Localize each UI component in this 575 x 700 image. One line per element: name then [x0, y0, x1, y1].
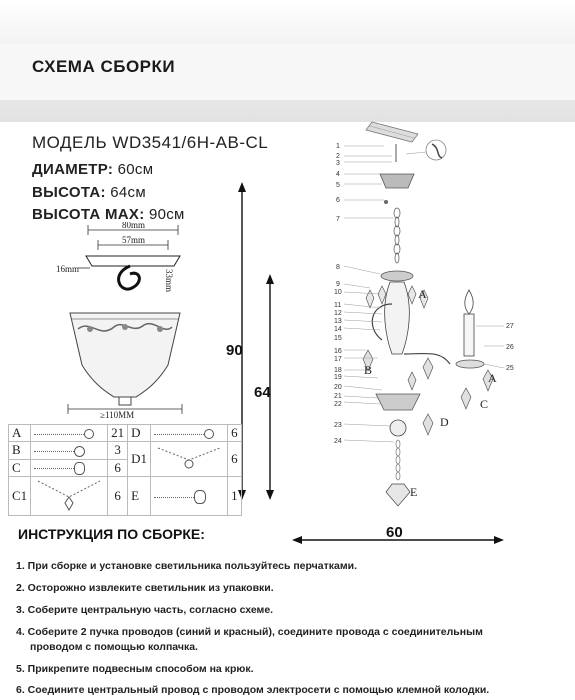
page-title: СХЕМА СБОРКИ: [32, 57, 176, 76]
spec-height-max-value: 90см: [148, 206, 185, 223]
spec-diameter-value: 60см: [117, 161, 154, 178]
instruction-step-continued: проводом с помощью колпачка.: [30, 641, 198, 653]
instructions-title: ИНСТРУКЦИЯ ПО СБОРКЕ:: [18, 526, 205, 542]
part-number-4: 4: [336, 171, 340, 178]
part-number-18: 18: [334, 367, 342, 374]
part-number-2: 2: [336, 153, 340, 160]
part-number-13: 13: [334, 318, 342, 325]
spec-height: [32, 184, 146, 201]
part-number-3: 3: [336, 160, 340, 167]
part-number-14: 14: [334, 326, 342, 333]
width-outer-label: 80mm: [122, 222, 146, 230]
hook-height-label: 33mm: [164, 269, 174, 293]
letter-c: C: [480, 397, 489, 411]
part-number-19: 19: [334, 374, 342, 381]
spec-height-max-label: ВЫСОТА MAX:: [32, 206, 145, 223]
part-quantity: 6: [228, 442, 242, 477]
model-name: МОДЕЛЬ WD3541/6H-AB-CL: [32, 133, 269, 152]
part-number-10: 10: [334, 289, 342, 296]
spec-diameter: [32, 161, 153, 178]
spec-diameter-label: ДИАМЕТР:: [32, 161, 114, 178]
part-number-22: 22: [334, 401, 342, 408]
part-letter: C1: [9, 477, 31, 516]
part-number-23: 23: [334, 422, 342, 429]
part-quantity: 21: [108, 425, 128, 442]
part-number-24: 24: [334, 438, 342, 445]
part-letter: C: [9, 459, 31, 477]
part-number-12: 12: [334, 310, 342, 317]
part-illustration: [31, 459, 108, 477]
letter-a-right: A: [488, 371, 497, 385]
part-letter: D1: [128, 442, 151, 477]
width-inner-label: 57mm: [122, 235, 146, 245]
letter-a-top: A: [418, 287, 427, 301]
dimension-body-height: 64: [254, 384, 271, 401]
part-letter: B: [9, 442, 31, 460]
dimension-total-height: 90: [226, 342, 243, 359]
table-row: [9, 477, 242, 516]
part-number-26: 26: [506, 344, 514, 351]
part-illustration: [151, 442, 228, 477]
part-number-21: 21: [334, 393, 342, 400]
chandelier-diagram: [330, 118, 570, 528]
table-row: [9, 442, 242, 460]
part-quantity: 3: [108, 442, 128, 460]
part-number-8: 8: [336, 264, 340, 271]
part-illustration: [31, 477, 108, 516]
part-number-7: 7: [336, 216, 340, 223]
part-number-6: 6: [336, 197, 340, 204]
parts-table: [8, 424, 242, 516]
part-illustration: [31, 425, 108, 442]
part-letter: A: [9, 425, 31, 442]
part-number-25: 25: [506, 365, 514, 372]
part-illustration: [151, 477, 228, 516]
letter-d: D: [440, 415, 449, 429]
table-row: [9, 425, 242, 442]
spec-height-value: 64см: [110, 184, 146, 201]
part-number-1: 1: [336, 143, 340, 150]
part-illustration: [151, 425, 228, 442]
part-quantity: 6: [228, 425, 242, 442]
hook-left-label: 16mm: [56, 264, 80, 274]
part-quantity: 6: [108, 459, 128, 477]
mounting-hook-diagram: [50, 222, 190, 302]
instruction-step: 5. Прикрепите подвесным способом на крюк.: [16, 663, 254, 675]
dimension-width: 60: [386, 524, 403, 541]
canopy-diameter-label: ≥110MM: [100, 410, 135, 420]
letter-e: E: [410, 485, 418, 499]
instruction-step: 2. Осторожно извлеките светильник из упаковки.: [16, 582, 274, 594]
spec-height-max: [32, 206, 185, 223]
instruction-step: 3. Соберите центральную часть, согласно схеме.: [16, 604, 274, 616]
part-number-27: 27: [506, 323, 514, 330]
part-quantity: 6: [108, 477, 128, 516]
instruction-step: 1. При сборке и установке светильника пользуйтесь перчатками.: [16, 560, 357, 572]
letter-b: B: [364, 363, 373, 377]
canopy-diagram: [60, 305, 190, 420]
instruction-step: 4. Соберите 2 пучка проводов (синий и красный), соедините провода с соединительным: [16, 626, 483, 638]
part-letter: D: [128, 425, 151, 442]
part-number-5: 5: [336, 182, 340, 189]
part-number-17: 17: [334, 356, 342, 363]
part-quantity: 1: [228, 477, 242, 516]
part-number-20: 20: [334, 384, 342, 391]
part-number-9: 9: [336, 281, 340, 288]
spec-height-label: ВЫСОТА:: [32, 184, 106, 201]
part-illustration: [31, 442, 108, 460]
instruction-step: 6. Соедините центральный провод с проводом электросети с помощью клемной колодки.: [16, 684, 490, 696]
part-letter: E: [128, 477, 151, 516]
part-number-16: 16: [334, 348, 342, 355]
part-number-11: 11: [334, 302, 342, 309]
part-number-15: 15: [334, 335, 342, 342]
